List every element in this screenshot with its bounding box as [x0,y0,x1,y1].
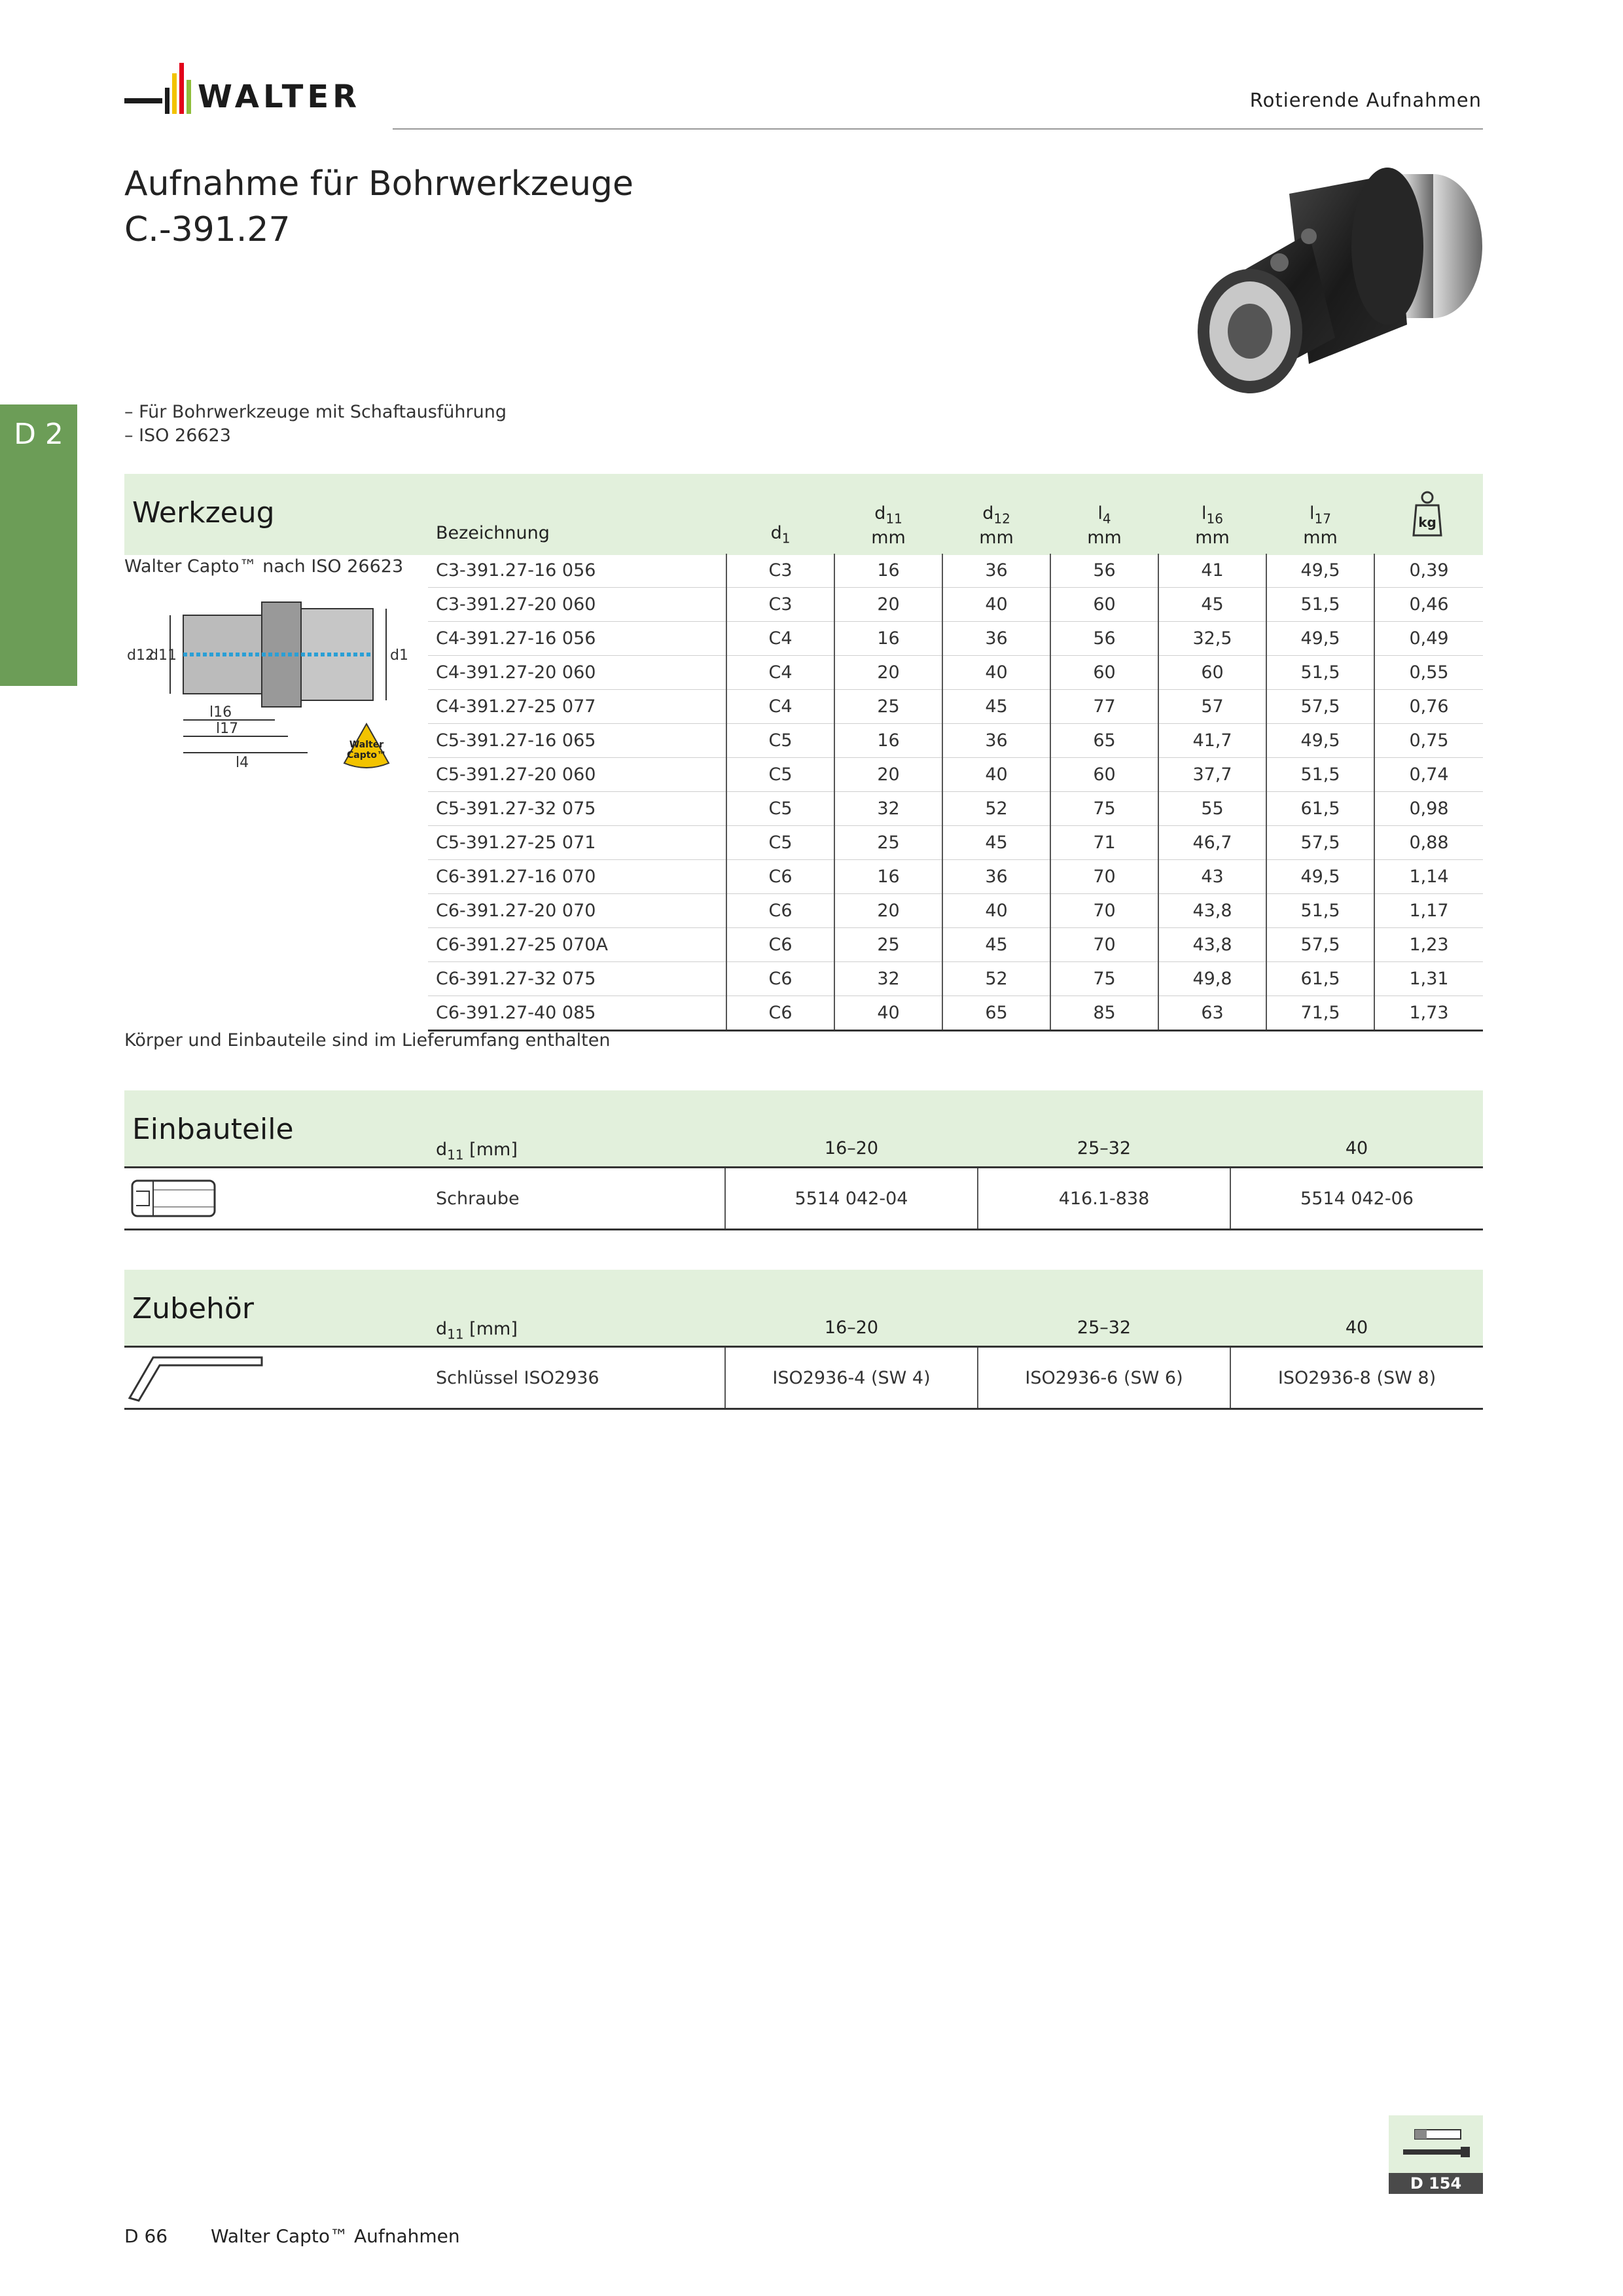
table-row [428,758,1483,792]
page-reference-box[interactable] [1389,2115,1483,2194]
table-cell: 61,5 [1266,792,1374,826]
table-cell: 45 [942,928,1050,962]
table-cell: 40 [942,588,1050,622]
table-row [428,690,1483,724]
table-cell: 40 [834,996,942,1031]
table-cell: 25 [834,690,942,724]
table-row [428,656,1483,690]
table-cell: C6 [726,860,834,894]
table-row [428,622,1483,656]
designation-cell: C6-391.27-25 070A [428,928,726,962]
table-cell: 0,46 [1374,588,1483,622]
designation-cell: C6-391.27-32 075 [428,962,726,996]
table-cell: 70 [1050,928,1158,962]
footer-page-number: D 66 [124,2225,168,2247]
table-cell: 65 [1050,724,1158,758]
col-l16: $l_{16}$ mm [1195,503,1230,548]
feature-list [124,401,507,448]
designation-cell: C5-391.27-32 075 [428,792,726,826]
table-cell: 43,8 [1158,928,1266,962]
werkzeug-title: Werkzeug [132,496,275,529]
table-cell: 25 [834,928,942,962]
table-cell: ISO2936-6 (SW 6) [978,1348,1230,1408]
table-cell: 43 [1158,860,1266,894]
einbauteile-col-range: 25–32 [1077,1138,1132,1158]
table-cell: 5514 042-04 [725,1168,978,1229]
werkzeug-table [428,554,1483,1031]
col-d1: $d_1$ [770,523,791,547]
drawing-label-d1: d1 [390,647,408,664]
table-cell: 1,73 [1374,996,1483,1031]
table-cell: C5 [726,792,834,826]
product-photo [1178,154,1492,403]
table-cell: 36 [942,622,1050,656]
table-row [428,588,1483,622]
einbauteile-bottom-rule [124,1229,1483,1230]
page-reference-label: D 154 [1389,2173,1483,2194]
zubehoer-col-range: 16–20 [824,1318,879,1338]
drawing-label-d12: d12 [127,647,154,664]
table-cell: 20 [834,758,942,792]
chapter-tab-label: D 2 [14,418,63,451]
table-cell: 16 [834,860,942,894]
weight-icon: kg [1412,490,1442,537]
einbauteile-col-range: 16–20 [824,1138,879,1158]
table-cell: 51,5 [1266,894,1374,928]
table-cell: 20 [834,656,942,690]
table-cell: 56 [1050,554,1158,588]
table-cell: 20 [834,588,942,622]
zubehoer-title: Zubehör [132,1292,254,1325]
table-cell: 71,5 [1266,996,1374,1031]
drawing-label-l4: l4 [236,755,249,771]
designation-cell: C6-391.27-40 085 [428,996,726,1031]
table-row [428,996,1483,1031]
screw-icon [130,1175,221,1221]
table-row [428,1348,1483,1408]
table-cell: C3 [726,588,834,622]
table-cell: C6 [726,996,834,1031]
table-cell: ISO2936-8 (SW 8) [1230,1348,1483,1408]
designation-cell: C4-391.27-20 060 [428,656,726,690]
werkzeug-subtitle: Walter Capto™ nach ISO 26623 [124,556,404,577]
table-cell: C4 [726,656,834,690]
table-row [428,894,1483,928]
table-cell: 1,14 [1374,860,1483,894]
designation-cell: C4-391.27-25 077 [428,690,726,724]
table-cell: 46,7 [1158,826,1266,860]
feature-item: – ISO 26623 [124,425,231,446]
table-cell: 49,5 [1266,554,1374,588]
table-cell: 40 [942,894,1050,928]
table-cell: 57 [1158,690,1266,724]
table-cell: 0,88 [1374,826,1483,860]
einbauteile-col-range: 40 [1345,1138,1368,1158]
table-cell: 60 [1050,758,1158,792]
table-cell: 0,39 [1374,554,1483,588]
table-cell: 51,5 [1266,758,1374,792]
page-title [124,161,633,253]
table-row [428,554,1483,588]
table-cell: 0,74 [1374,758,1483,792]
drawing-label-l16: l16 [209,704,232,721]
walter-capto-badge: Walter Capto™ [340,720,393,772]
table-cell: 36 [942,724,1050,758]
table-cell: 0,98 [1374,792,1483,826]
zubehoer-col-range: 25–32 [1077,1318,1132,1338]
table-cell: 32 [834,792,942,826]
table-cell: 57,5 [1266,928,1374,962]
einbauteile-table [428,1168,1483,1229]
designation-cell: C3-391.27-20 060 [428,588,726,622]
table-cell: C5 [726,724,834,758]
table-cell: C4 [726,622,834,656]
table-row [428,826,1483,860]
table-cell: 63 [1158,996,1266,1031]
table-cell: 70 [1050,894,1158,928]
table-cell: 41 [1158,554,1266,588]
table-cell: C6 [726,962,834,996]
hex-key-icon [124,1351,268,1403]
table-cell: 20 [834,894,942,928]
table-cell: 0,75 [1374,724,1483,758]
table-cell: 49,8 [1158,962,1266,996]
table-cell: 36 [942,554,1050,588]
table-cell: 0,76 [1374,690,1483,724]
col-d11: $d_{11}$ mm [871,503,906,548]
table-cell: 56 [1050,622,1158,656]
zubehoer-table [428,1348,1483,1408]
table-row [428,860,1483,894]
table-cell: 51,5 [1266,656,1374,690]
table-cell: 25 [834,826,942,860]
designation-cell: C5-391.27-25 071 [428,826,726,860]
page-title-line2: C.-391.27 [124,210,291,249]
table-cell: 5514 042-06 [1230,1168,1483,1229]
table-cell: C3 [726,554,834,588]
werkzeug-note: Körper und Einbauteile sind im Lieferumfang enthalten [124,1030,611,1050]
table-row [428,792,1483,826]
table-cell: 75 [1050,792,1158,826]
designation-cell: C5-391.27-20 060 [428,758,726,792]
table-cell: C6 [726,928,834,962]
designation-cell: C3-391.27-16 056 [428,554,726,588]
table-cell: 57,5 [1266,826,1374,860]
table-cell: 49,5 [1266,860,1374,894]
table-cell: 60 [1050,588,1158,622]
table-cell: 85 [1050,996,1158,1031]
col-l4: $l_4$ mm [1087,503,1122,548]
table-cell: 32,5 [1158,622,1266,656]
table-row [428,928,1483,962]
table-cell: 0,49 [1374,622,1483,656]
table-cell: 32 [834,962,942,996]
chapter-tab [0,404,77,686]
table-cell: ISO2936-4 (SW 4) [725,1348,978,1408]
header-rule [393,128,1483,130]
table-cell: 55 [1158,792,1266,826]
zubehoer-col-range: 40 [1345,1318,1368,1338]
table-cell: 0,55 [1374,656,1483,690]
table-cell: 60 [1050,656,1158,690]
einbauteile-col-d11: $d_{11}$ [mm] [436,1139,518,1163]
table-cell: 1,31 [1374,962,1483,996]
page-title-line1: Aufnahme für Bohrwerkzeuge [124,164,634,204]
logo-bars [165,63,198,114]
table-cell: C6 [726,894,834,928]
designation-cell: C6-391.27-16 070 [428,860,726,894]
table-cell: 45 [942,826,1050,860]
table-cell: 1,17 [1374,894,1483,928]
drawing-label-l17: l17 [216,721,239,737]
table-cell: 37,7 [1158,758,1266,792]
table-cell: 41,7 [1158,724,1266,758]
zubehoer-bottom-rule [124,1408,1483,1410]
table-cell: C5 [726,826,834,860]
table-cell: 52 [942,962,1050,996]
designation-cell: C5-391.27-16 065 [428,724,726,758]
table-cell: C4 [726,690,834,724]
table-row [428,724,1483,758]
table-cell: 45 [1158,588,1266,622]
feature-item: – Für Bohrwerkzeuge mit Schaftausführung [124,402,507,422]
table-cell: 60 [1158,656,1266,690]
table-row [428,962,1483,996]
table-cell: 49,5 [1266,622,1374,656]
table-cell: 71 [1050,826,1158,860]
drawing-label-d11: d11 [149,647,177,664]
table-cell: 40 [942,758,1050,792]
col-bezeichnung: Bezeichnung [436,523,550,543]
table-cell: C5 [726,758,834,792]
table-cell: 416.1-838 [978,1168,1230,1229]
section-label: Rotierende Aufnahmen [1249,89,1482,111]
table-cell: 16 [834,724,942,758]
col-d12: $d_{12}$ mm [979,503,1014,548]
table-cell: 16 [834,622,942,656]
brand-logo [124,63,399,115]
designation-cell: C6-391.27-20 070 [428,894,726,928]
einbauteile-row-label: Schraube [436,1188,520,1209]
table-cell: 49,5 [1266,724,1374,758]
table-cell: 77 [1050,690,1158,724]
table-cell: 16 [834,554,942,588]
table-cell: 43,8 [1158,894,1266,928]
table-cell: 57,5 [1266,690,1374,724]
table-row [428,1168,1483,1229]
brand-wordmark: WALTER [198,79,361,115]
table-cell: 1,23 [1374,928,1483,962]
table-cell: 36 [942,860,1050,894]
footer-title: Walter Capto™ Aufnahmen [211,2225,460,2247]
table-cell: 75 [1050,962,1158,996]
table-cell: 45 [942,690,1050,724]
table-cell: 70 [1050,860,1158,894]
logo-dash [124,98,162,103]
einbauteile-title: Einbauteile [132,1113,294,1146]
zubehoer-col-d11: $d_{11}$ [mm] [436,1319,518,1342]
designation-cell: C4-391.27-16 056 [428,622,726,656]
table-cell: 61,5 [1266,962,1374,996]
table-cell: 51,5 [1266,588,1374,622]
col-l17: $l_{17}$ mm [1303,503,1338,548]
zubehoer-row-label: Schlüssel ISO2936 [436,1367,599,1388]
table-cell: 52 [942,792,1050,826]
table-cell: 65 [942,996,1050,1031]
page-reference-image [1389,2115,1483,2173]
table-cell: 40 [942,656,1050,690]
